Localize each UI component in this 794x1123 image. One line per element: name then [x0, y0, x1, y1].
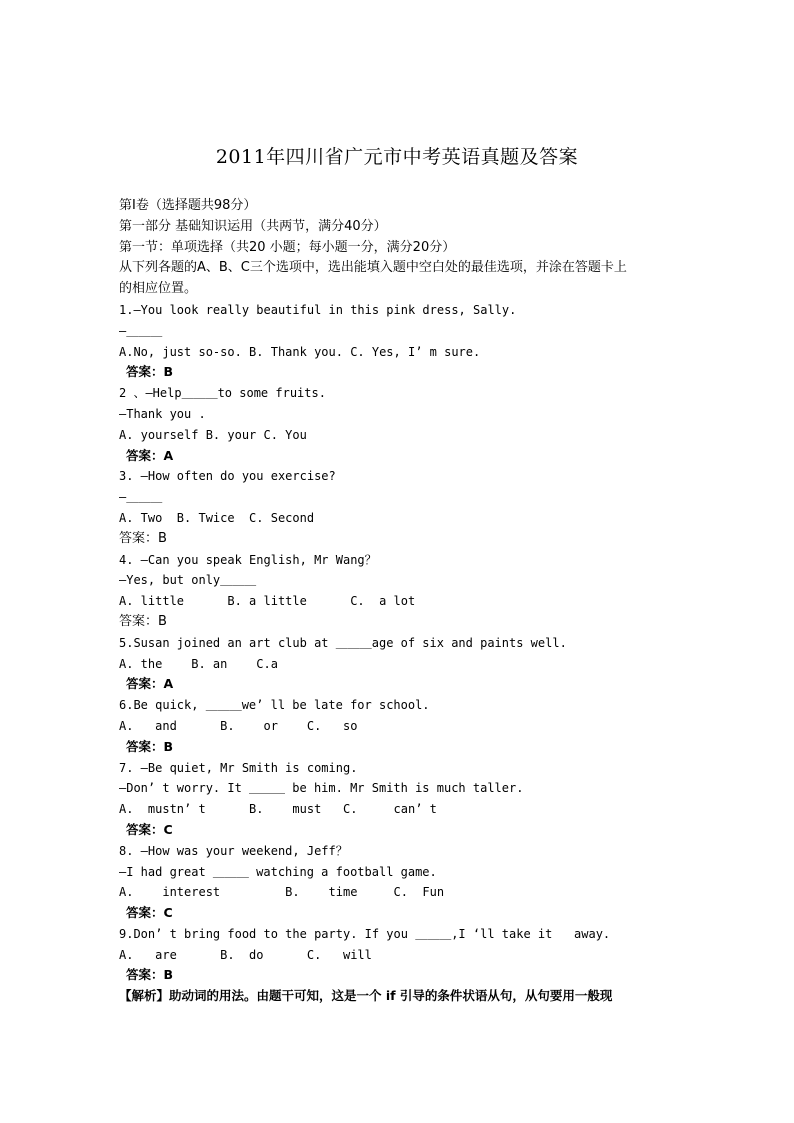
text-line: 答案：B [126, 364, 174, 380]
text-line: —＿＿＿ [119, 490, 163, 505]
text-line: 答案：B [119, 613, 167, 629]
text-line: A. little B. a little C. a lot [119, 594, 416, 609]
text-line: 答案：C [126, 905, 173, 921]
text-line: A. mustn’ t B. must C. can’ t [119, 802, 437, 817]
text-line: 9.Don’ t bring food to the party. If you ＿＿＿,I ‘ll take it away. [119, 926, 611, 941]
text-line: 8. —How was your weekend, Jeff？ [119, 843, 348, 858]
text-line: A. Two B. Twice C. Second [119, 510, 315, 525]
text-line: 【解析】助动词的用法。由题干可知，这是一个 if 引导的条件状语从句，从句要用一般现 [119, 988, 613, 1004]
text-line: —＿＿＿ [119, 323, 163, 338]
text-line: 答案：B [126, 738, 174, 754]
text-line: —I had great ＿＿＿ watching a football game. [119, 864, 437, 879]
text-line: A. interest B. time C. Fun [119, 885, 445, 900]
text-line: 5.Susan joined an art club at ＿＿＿age of six and paints well. [119, 635, 567, 650]
text-line: 答案：B [119, 530, 167, 546]
text-line: A. the B. an C.a [119, 656, 278, 671]
text-line: 答案：A [126, 447, 174, 463]
text-line: —Thank you . [119, 406, 206, 421]
text-line: 从下列各题的A、B、C三个选项中，选出能填入题中空白处的最佳选项，并涂在答题卡上 [119, 260, 627, 276]
text-line: 2 、—Help＿＿＿to some fruits. [119, 386, 326, 401]
document-title: 2011年四川省广元市中考英语真题及答案 [215, 146, 579, 168]
text-line: 6.Be quick, ＿＿＿we’ ll be late for school. [119, 698, 430, 713]
document-body [119, 196, 679, 1007]
text-line: 1.—You look really beautiful in this pink dress, Sally. [119, 302, 517, 317]
text-line: 答案：A [126, 676, 174, 692]
text-line: —Yes, but only＿＿＿ [119, 573, 257, 588]
text-line: 答案：B [126, 967, 174, 983]
text-line: A.No, just so-so. B. Thank you. C. Yes, I’ m sure. [119, 344, 481, 359]
text-line: A. are B. do C. will [119, 947, 372, 962]
text-line: 3. —How often do you exercise? [119, 469, 336, 484]
text-line: 第Ⅰ卷（选择题共98分） [119, 198, 257, 213]
text-line: 7. —Be quiet, Mr Smith is coming. [119, 760, 358, 775]
text-line: A. yourself B. your C. You [119, 427, 307, 442]
text-line: A. and B. or C. so [119, 718, 358, 733]
text-line: 第一节：单项选择（共20 小题；每小题一分，满分20分） [119, 239, 456, 255]
text-line: 4. —Can you speak English, Mr Wang？ [119, 552, 377, 567]
text-line: 答案：C [126, 821, 173, 837]
text-line: 第一部分 基础知识运用（共两节，满分40分） [119, 218, 387, 234]
text-line: 的相应位置。 [119, 281, 198, 297]
text-line: —Don’ t worry. It ＿＿＿ be him. Mr Smith is much taller. [119, 781, 524, 796]
